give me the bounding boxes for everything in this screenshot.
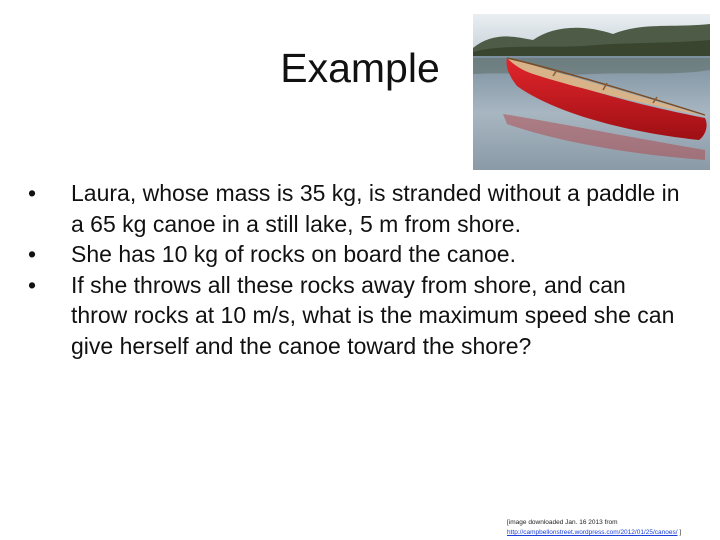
bullet-marker: • bbox=[28, 271, 37, 298]
bullet-marker: • bbox=[28, 180, 37, 206]
slide-title: Example bbox=[280, 45, 440, 91]
image-credit-prefix: [image downloaded Jan. 16 2013 from bbox=[507, 519, 618, 526]
bullet-item-1 bbox=[28, 178, 688, 239]
bullet-text: If she throws all these rocks away from shore, and can throw rocks at 10 m/s, what is the maximum speed she can give herself and the canoe toward the shore? bbox=[71, 271, 675, 359]
bullet-item-3 bbox=[28, 270, 688, 362]
bullet-item-2 bbox=[28, 239, 688, 270]
bullet-text: She has 10 kg of rocks on board the canoe. bbox=[71, 241, 516, 267]
canoe-photo bbox=[473, 14, 710, 170]
image-credit-link[interactable]: http://campbellonstreet.wordpress.com/2012/01/25/canoes/ bbox=[507, 529, 678, 536]
bullet-marker: • bbox=[28, 241, 37, 267]
bullet-text: Laura, whose mass is 35 kg, is stranded without a paddle in a 65 kg canoe in a still lake, 5 m from shore. bbox=[71, 180, 680, 237]
bullet-list bbox=[28, 178, 688, 361]
canoe-image-icon bbox=[473, 14, 710, 170]
image-credit-suffix: ] bbox=[677, 529, 682, 536]
image-credit bbox=[507, 518, 713, 538]
